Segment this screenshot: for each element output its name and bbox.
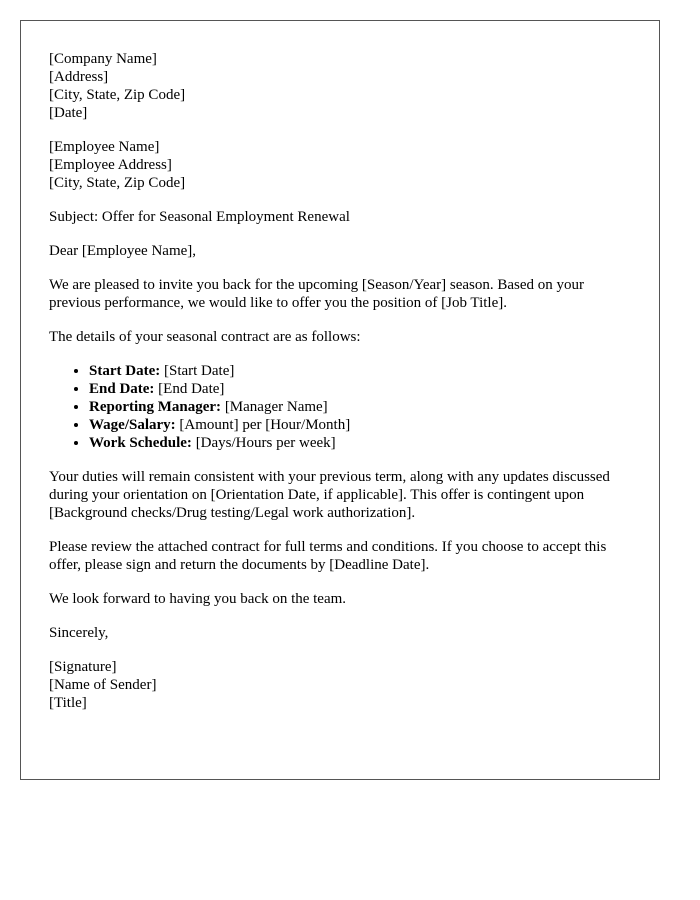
- signature-block: [49, 658, 631, 712]
- detail-work-schedule: [89, 434, 631, 452]
- employee-address: [Employee Address]: [49, 157, 172, 173]
- contract-details-list: [49, 362, 631, 452]
- company-city-state-zip: [City, State, Zip Code]: [49, 87, 186, 103]
- recipient-address-block: [49, 138, 631, 192]
- detail-value: [Amount] per [Hour/Month]: [175, 417, 351, 433]
- employee-name: [Employee Name]: [49, 139, 160, 155]
- detail-reporting-manager: [89, 398, 631, 416]
- review-paragraph: Please review the attached contract for full terms and conditions. If you choose to accept this offer, please sign and return the documents by [Deadline Date].: [49, 539, 607, 573]
- closing: Sincerely,: [49, 625, 109, 641]
- subject-line: Subject: Offer for Seasonal Employment Renewal: [49, 209, 350, 225]
- letter-document: [20, 20, 660, 780]
- detail-value: [Days/Hours per week]: [191, 435, 336, 451]
- closing-line-paragraph: We look forward to having you back on the team.: [49, 591, 347, 607]
- detail-label: Work Schedule:: [89, 435, 192, 451]
- invite-paragraph: We are pleased to invite you back for the upcoming [Season/Year] season. Based on your previous performance, we would like to offer you the position of [Job Title].: [49, 277, 585, 311]
- detail-label: Wage/Salary:: [89, 417, 176, 433]
- employee-city-state-zip: [City, State, Zip Code]: [49, 175, 186, 191]
- details-intro-paragraph: The details of your seasonal contract are as follows:: [49, 329, 361, 345]
- detail-end-date: [89, 380, 631, 398]
- detail-label: End Date:: [89, 381, 155, 397]
- detail-label: Reporting Manager:: [89, 399, 222, 415]
- duties-paragraph: Your duties will remain consistent with your previous term, along with any updates discussed during your orientation on [Orientation Date, if applicable]. This offer is contingent upon [Background checks/Drug testing/Legal work authorization].: [49, 469, 610, 521]
- detail-wage-salary: [89, 416, 631, 434]
- company-name: [Company Name]: [49, 51, 157, 67]
- sender-address-block: [49, 50, 631, 122]
- detail-value: [Start Date]: [160, 363, 235, 379]
- detail-value: [Manager Name]: [221, 399, 328, 415]
- detail-value: [End Date]: [154, 381, 225, 397]
- signature: [Signature]: [49, 659, 117, 675]
- company-address: [Address]: [49, 69, 109, 85]
- letter-date: [Date]: [49, 105, 88, 121]
- detail-label: Start Date:: [89, 363, 161, 379]
- sender-title: [Title]: [49, 695, 87, 711]
- detail-start-date: [89, 362, 631, 380]
- sender-name: [Name of Sender]: [49, 677, 157, 693]
- salutation: Dear [Employee Name],: [49, 243, 197, 259]
